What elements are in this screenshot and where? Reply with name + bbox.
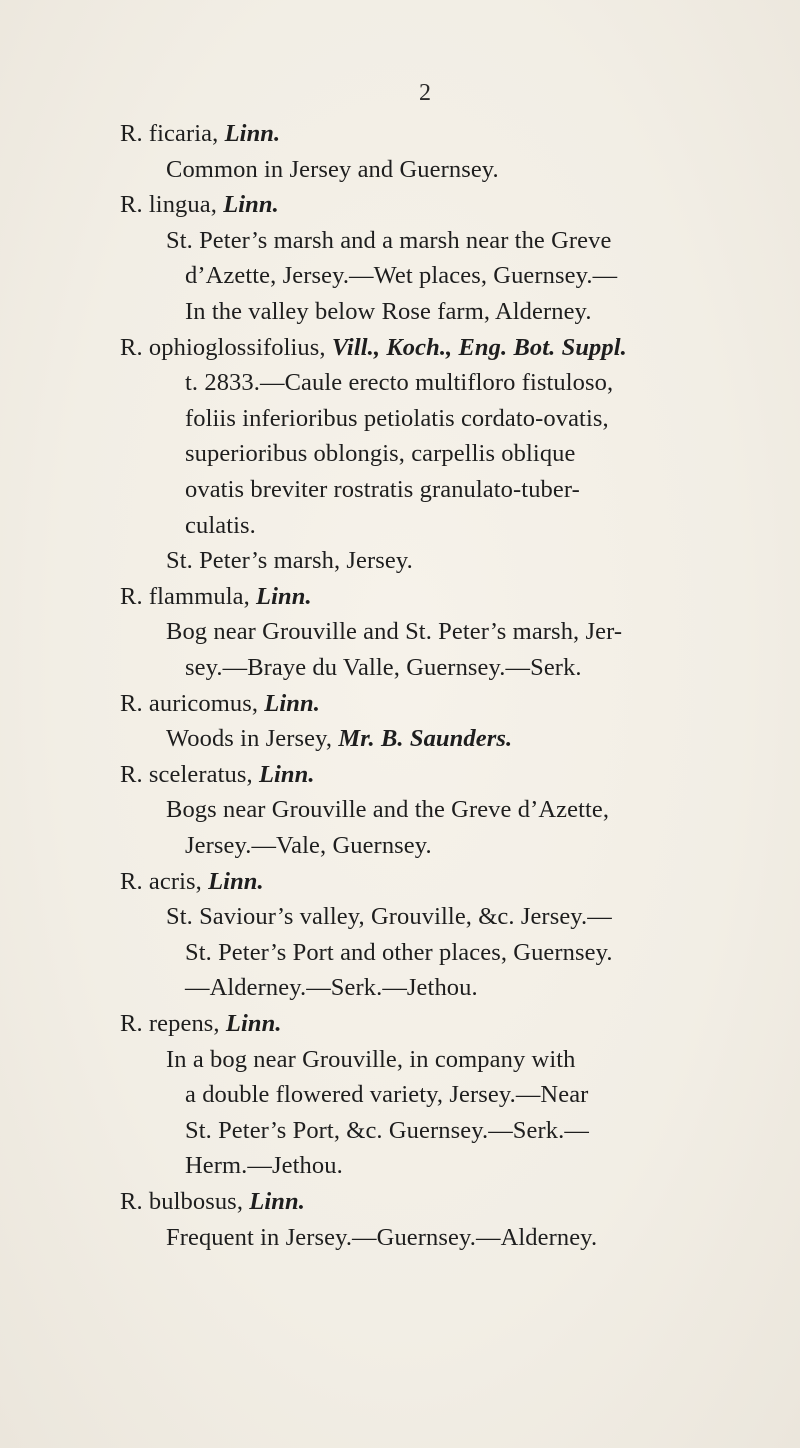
page-number: 2 xyxy=(419,80,431,106)
authority-text: Linn. xyxy=(249,1188,305,1215)
line-text: R. repens, xyxy=(120,1010,226,1037)
line-text: t. 2833.—Caule erecto multifloro fistuloso, xyxy=(185,369,614,397)
line-text: sey.—Braye du Valle, Guernsey.—Serk. xyxy=(185,654,582,681)
line-text: R. lingua, xyxy=(120,191,224,219)
line-text: St. Peter’s marsh and a marsh near the Greve xyxy=(166,226,612,254)
line-text: In the valley below Rose farm, Alderney. xyxy=(185,298,592,325)
line-text: Woods in Jersey, xyxy=(166,725,339,753)
text-line xyxy=(185,831,432,861)
species-heading-line xyxy=(120,760,315,790)
line-text: R. ficaria, xyxy=(120,120,225,147)
text-line xyxy=(185,368,613,398)
text-line xyxy=(185,511,256,541)
authority-text: Linn. xyxy=(264,689,320,717)
text-line xyxy=(185,475,580,505)
line-text: St. Peter’s Port and other places, Guernsey. xyxy=(185,938,613,966)
text-line xyxy=(166,226,611,256)
species-heading-line xyxy=(120,1009,282,1039)
species-heading-line xyxy=(120,190,279,220)
line-text: R. bulbosus, xyxy=(120,1188,250,1215)
line-text: R. auricomus, xyxy=(120,689,265,717)
line-text: St. Peter’s marsh, Jersey. xyxy=(166,547,413,575)
text-line xyxy=(185,261,617,291)
text-line xyxy=(166,1223,597,1253)
text-line xyxy=(185,653,582,683)
line-text: superioribus oblongis, carpellis oblique xyxy=(185,440,576,468)
line-text: —Alderney.—Serk.—Jethou. xyxy=(185,974,478,1002)
line-text: Jersey.—Vale, Guernsey. xyxy=(185,832,432,859)
text-line xyxy=(166,1045,576,1075)
species-heading-line xyxy=(120,1187,305,1217)
species-heading-line xyxy=(120,333,627,363)
text-line xyxy=(166,617,622,647)
authority-text: Linn. xyxy=(225,1010,282,1037)
text-line xyxy=(185,297,592,327)
line-text: Common in Jersey and Guernsey. xyxy=(166,155,499,183)
text-line xyxy=(166,724,512,754)
line-text: St. Peter’s Port, &c. Guernsey.—Serk.— xyxy=(185,1116,589,1144)
species-heading-line xyxy=(120,582,312,612)
line-text: ovatis breviter rostratis granulato-tuber- xyxy=(185,476,580,503)
text-line xyxy=(185,938,613,968)
authority-text: Linn. xyxy=(224,120,281,147)
authority-text: Linn. xyxy=(258,760,315,788)
text-line xyxy=(166,902,612,932)
line-text: St. Saviour’s valley, Grouville, &c. Jersey.— xyxy=(166,903,612,931)
authority-text: Mr. B. Saunders. xyxy=(338,725,513,753)
authority-text: Linn. xyxy=(223,191,279,219)
line-text: Frequent in Jersey.—Guernsey.—Alderney. xyxy=(166,1223,598,1251)
text-line xyxy=(166,155,499,185)
line-text: R. ophioglossifolius, xyxy=(120,333,332,361)
line-text: R. acris, xyxy=(120,867,209,895)
species-heading-line xyxy=(120,689,320,719)
authority-text: Linn. xyxy=(208,867,264,895)
authority-text: Linn. xyxy=(256,582,312,610)
line-text: foliis inferioribus petiolatis cordato-ovatis, xyxy=(185,404,609,432)
line-text: R. flammula, xyxy=(120,582,257,610)
line-text: Herm.—Jethou. xyxy=(185,1152,343,1180)
line-text: a double flowered variety, Jersey.—Near xyxy=(185,1081,589,1109)
text-line xyxy=(185,1116,589,1146)
species-heading-line xyxy=(120,119,280,149)
text-line xyxy=(185,439,576,469)
text-line xyxy=(185,973,478,1003)
text-line xyxy=(185,1151,343,1181)
species-heading-line xyxy=(120,867,264,897)
line-text: d’Azette, Jersey.—Wet places, Guernsey.— xyxy=(185,262,618,290)
text-line xyxy=(166,546,413,576)
line-text: In a bog near Grouville, in company with xyxy=(166,1045,576,1073)
text-line xyxy=(166,795,609,825)
line-text: R. sceleratus, xyxy=(120,760,259,788)
authority-text: Vill., Koch., Eng. Bot. Suppl. xyxy=(331,333,627,361)
line-text: Bog near Grouville and St. Peter’s marsh, Jer- xyxy=(166,618,623,646)
text-line xyxy=(185,1080,588,1110)
text-line xyxy=(185,404,609,434)
line-text: Bogs near Grouville and the Greve d’Azette, xyxy=(166,796,610,824)
line-text: culatis. xyxy=(185,511,256,539)
